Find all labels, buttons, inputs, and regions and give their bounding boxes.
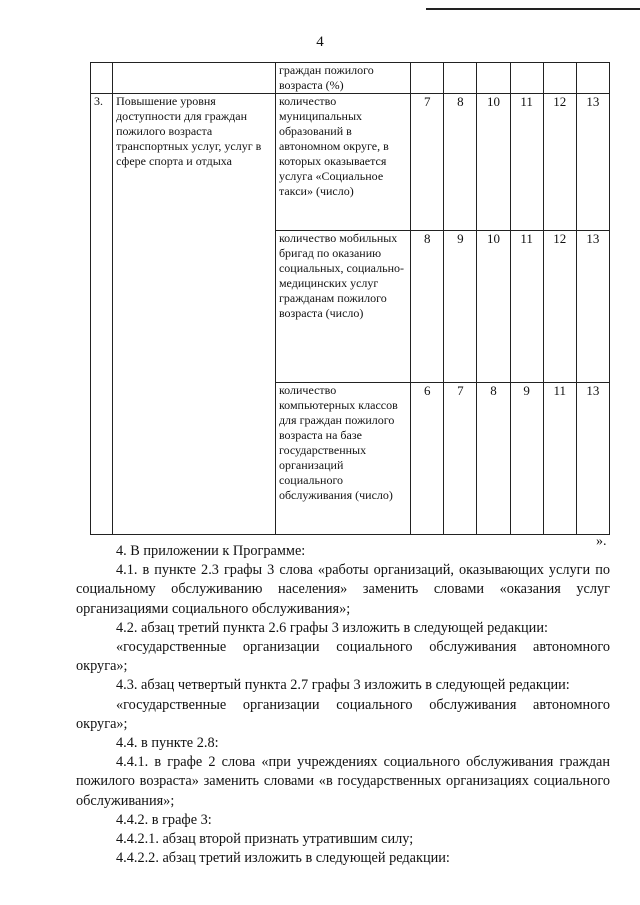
value-cell: 10 bbox=[477, 94, 510, 231]
value-cell: 8 bbox=[411, 231, 444, 383]
paragraph: 4.4.2.1. абзац второй признать утратившим силу; bbox=[116, 831, 414, 848]
paragraph: 4.3. абзац четвертый пункта 2.7 графы 3 изложить в следующей редакции: bbox=[116, 677, 570, 694]
paragraph: «государственные организации социального обслуживания автономного округа»; bbox=[76, 639, 610, 675]
name-cell bbox=[113, 63, 276, 94]
value-cell: 7 bbox=[444, 383, 477, 535]
section-number: 3. bbox=[91, 94, 113, 535]
value-cell: 7 bbox=[411, 94, 444, 231]
paragraph: 4.4.1. в графе 2 слова «при учреждениях социального обслуживания граждан пожилого возраста» заменить словами «в государственных организациях социального обслуживания»; bbox=[76, 754, 610, 809]
paragraph: 4.4. в пункте 2.8: bbox=[116, 735, 219, 752]
indicator-cell: количество компьютерных классов для граждан пожилого возраста на базе государственных организаций социального обслуживания (число) bbox=[275, 383, 410, 535]
paragraph: 4.1. в пункте 2.3 графы 3 слова «работы организаций, оказывающих услуги по социальному обслуживанию населения» заменить словами «оказания услуг организациями социального обслуживания»; bbox=[76, 562, 610, 617]
value-cell: 8 bbox=[477, 383, 510, 535]
indicator-cell: количество мобильных бригад по оказанию социальных, социально-медицинских услуг гражданам пожилого возраста (число) bbox=[275, 231, 410, 383]
paragraph: 4.2. абзац третий пункта 2.6 графы 3 изложить в следующей редакции: bbox=[116, 619, 548, 636]
section-name: Повышение уровня доступности для граждан пожилого возраста транспортных услуг, услуг в сфере спорта и отдыха bbox=[113, 94, 276, 535]
value-cell: 8 bbox=[444, 94, 477, 231]
top-rule bbox=[426, 8, 640, 10]
page-number: 4 bbox=[316, 34, 324, 50]
value-cell: 11 bbox=[543, 383, 576, 535]
paragraph: «государственные организации социального обслуживания автономного округа»; bbox=[76, 696, 610, 732]
value-cell: 9 bbox=[510, 383, 543, 535]
value-cell: 13 bbox=[576, 383, 609, 535]
closing-quote-mark: ». bbox=[596, 534, 607, 549]
value-cell: 6 bbox=[411, 383, 444, 535]
indicator-cell: количество муниципальных образований в автономном округе, в которых оказывается услуга «Социальное такси» (число) bbox=[275, 94, 410, 231]
value-cell: 12 bbox=[543, 231, 576, 383]
document-body bbox=[76, 542, 610, 868]
program-table bbox=[90, 62, 610, 535]
table-row bbox=[91, 94, 610, 231]
value-cell: 9 bbox=[444, 231, 477, 383]
value-cell: 11 bbox=[510, 94, 543, 231]
value-cell: 11 bbox=[510, 231, 543, 383]
paragraph: 4.4.2. в графе 3: bbox=[116, 811, 212, 828]
paragraph: 4. В приложении к Программе: bbox=[116, 543, 306, 559]
value-cell: 12 bbox=[543, 94, 576, 231]
value-cell: 13 bbox=[576, 231, 609, 383]
value-cell: 13 bbox=[576, 94, 609, 231]
indicator-cell: граждан пожилого возраста (%) bbox=[275, 63, 410, 94]
table-row bbox=[91, 63, 610, 94]
paragraph: 4.4.2.2. абзац третий изложить в следующей редакции: bbox=[116, 850, 450, 867]
value-cell: 10 bbox=[477, 231, 510, 383]
number-cell bbox=[91, 63, 113, 94]
